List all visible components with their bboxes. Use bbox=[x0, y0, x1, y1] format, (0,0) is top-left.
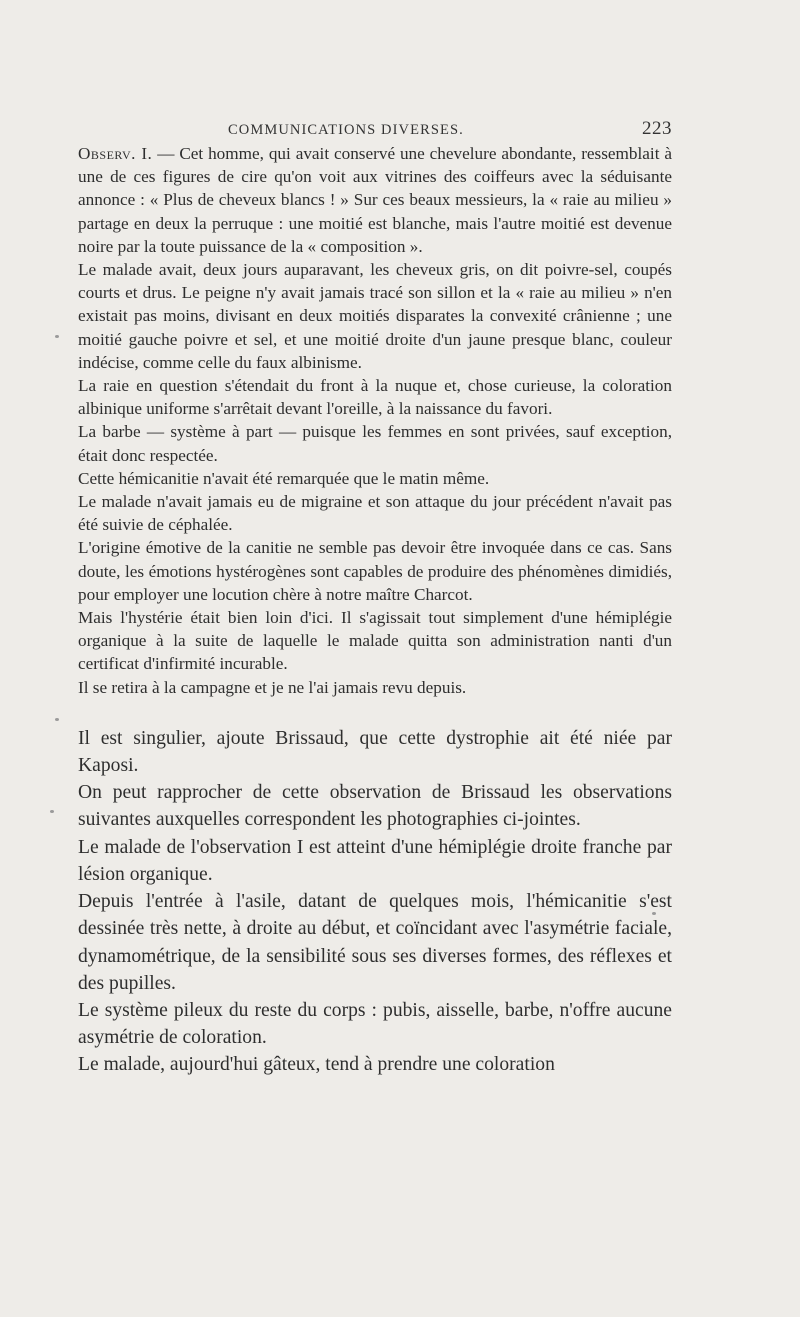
observation-paragraph: Il se retira à la campagne et je ne l'ai jamais revu depuis. bbox=[78, 677, 467, 697]
book-page bbox=[78, 118, 672, 1079]
page-number: 223 bbox=[642, 118, 672, 139]
paper-speck bbox=[55, 718, 59, 721]
paper-speck bbox=[50, 810, 54, 813]
observation-paragraph: Mais l'hystérie était bien loin d'ici. Il s'agissait tout simplement d'une hémiplégie organique à la suite de laquelle le malade quitta son administration nanti d'un certificat d'infirmité incurable. bbox=[78, 608, 672, 674]
observation-block bbox=[78, 142, 672, 699]
body-paragraph: Depuis l'entrée à l'asile, datant de quelques mois, l'hémicanitie s'est dessinée très nette, à droite au début, et coïncidant avec l'asymétrie faciale, dynamométrique, de la sensibilité sous ses diverses formes, des réflexes et des pupilles. bbox=[78, 891, 672, 994]
observation-paragraph: Le malade n'avait jamais eu de migraine et son attaque du jour précédent n'avait pas été suivie de céphalée. bbox=[78, 492, 672, 535]
running-head bbox=[78, 118, 672, 142]
observation-paragraph: Le malade avait, deux jours auparavant, les cheveux gris, on dit poivre-sel, coupés courts et drus. Le peigne n'y avait jamais tracé son sillon et la « raie au milieu » n'en existait pas moins, divisant en deux moitiés disparates la convexité crânienne ; une moitié gauche poivre et sel, et une moitié droite d'un jaune presque blanc, couleur indécise, comme celle du faux albinisme. bbox=[78, 260, 672, 372]
observation-paragraph: L'origine émotive de la canitie ne semble pas devoir être invoquée dans ce cas. Sans doute, les émotions hystérogènes sont capables de produire des phénomènes dimidiés, pour employer une locution chère à notre maître Charcot. bbox=[78, 538, 672, 604]
body-paragraph: Le malade, aujourd'hui gâteux, tend à prendre une coloration bbox=[78, 1054, 555, 1076]
body-paragraph: Il est singulier, ajoute Brissaud, que cette dystrophie ait été niée par Kaposi. bbox=[78, 727, 672, 777]
body-paragraph: Le système pileux du reste du corps : pubis, aisselle, barbe, n'offre aucune asymétrie de coloration. bbox=[78, 999, 672, 1049]
observation-paragraph: Cette hémicanitie n'avait été remarquée que le matin même. bbox=[78, 468, 490, 488]
paper-speck bbox=[55, 335, 59, 338]
observation-paragraph-text: — Cet homme, qui avait conservé une chevelure abondante, ressemblait à une de ces figures de cire qu'on voit aux vitrines des coiffeurs avec la séduisante annonce : « Plus de cheveux blancs ! » Sur ces beaux messieurs, la « raie au milieu » partage en deux la perruque : une moitié est blanche, mais l'autre moitié est devenue noire par la toute puissance de la « composition ». bbox=[78, 144, 672, 256]
observation-paragraph: La raie en question s'étendait du front à la nuque et, chose curieuse, la coloration albinique uniforme s'arrêtait devant l'oreille, à la naissance du favori. bbox=[78, 376, 672, 419]
observation-paragraph bbox=[78, 142, 672, 258]
running-head-title: COMMUNICATIONS DIVERSES. bbox=[228, 122, 464, 138]
paper-speck bbox=[652, 912, 656, 915]
body-paragraph: Le malade de l'observation I est atteint d'une hémiplégie droite franche par lésion organique. bbox=[78, 836, 672, 885]
observation-paragraph: La barbe — système à part — puisque les femmes en sont privées, sauf exception, était donc respectée. bbox=[78, 422, 672, 465]
observation-lead: Observ. I. bbox=[78, 144, 153, 163]
body-text-block bbox=[78, 725, 672, 1079]
body-paragraph: On peut rapprocher de cette observation de Brissaud les observations suivantes auxquelles correspondent les photographies ci-jointes. bbox=[78, 782, 672, 831]
